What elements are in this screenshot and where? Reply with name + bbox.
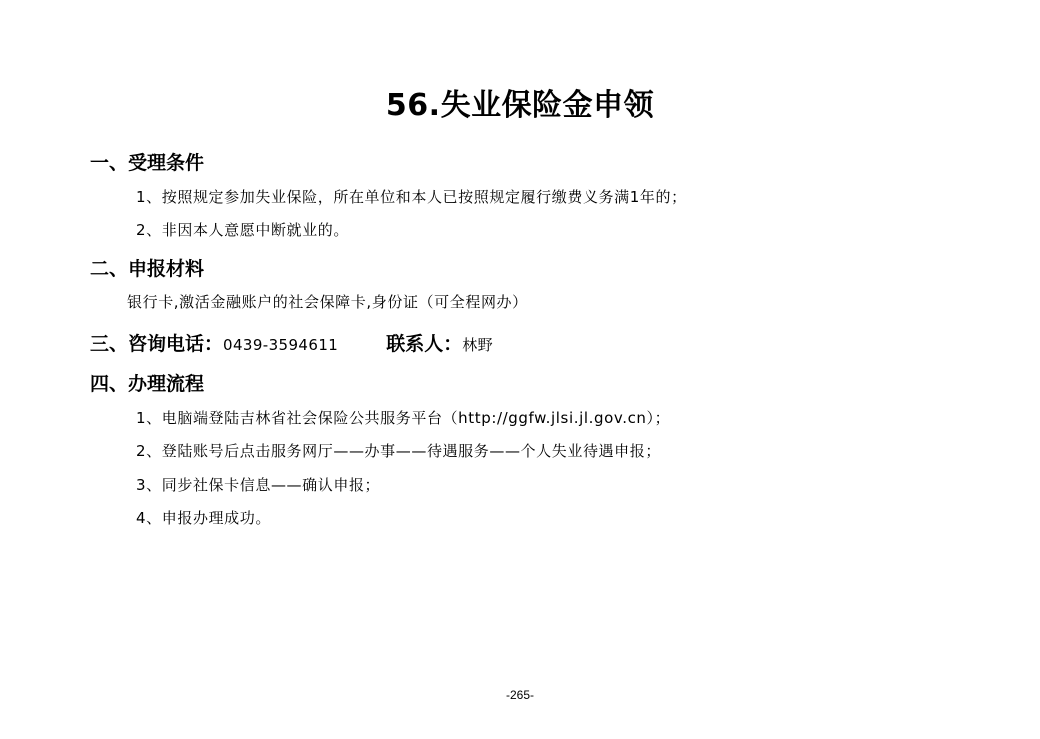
- page-title: 56.失业保险金申领: [385, 88, 655, 123]
- consult-line: [90, 329, 493, 356]
- process-step-1: 1、电脑端登陆吉林省社会保险公共服务平台（http://ggfw.jlsi.jl.gov.cn）；: [136, 409, 671, 427]
- section-heading-materials: 二、申报材料: [90, 258, 205, 280]
- condition-item-1: 1、按照规定参加失业保险，所在单位和本人已按照规定履行缴费义务满1年的；: [136, 188, 687, 206]
- page-number: -265-: [505, 688, 534, 702]
- consult-phone-number: 0439-3594611: [223, 336, 339, 354]
- materials-text: 银行卡,激活金融账户的社会保障卡,身份证（可全程网办）: [127, 293, 528, 311]
- contact-person-name: 林野: [462, 336, 494, 354]
- section-heading-conditions: 一、受理条件: [90, 152, 205, 174]
- contact-person-label: 联系人：: [386, 333, 463, 355]
- consult-phone-label: 三、咨询电话：: [90, 333, 224, 355]
- process-step-2: 2、登陆账号后点击服务网厅——办事——待遇服务——个人失业待遇申报；: [136, 442, 661, 460]
- process-step-4: 4、申报办理成功。: [136, 509, 271, 527]
- section-heading-process: 四、办理流程: [90, 373, 205, 395]
- process-step-3: 3、同步社保卡信息——确认申报；: [136, 476, 381, 494]
- condition-item-2: 2、非因本人意愿中断就业的。: [136, 221, 349, 239]
